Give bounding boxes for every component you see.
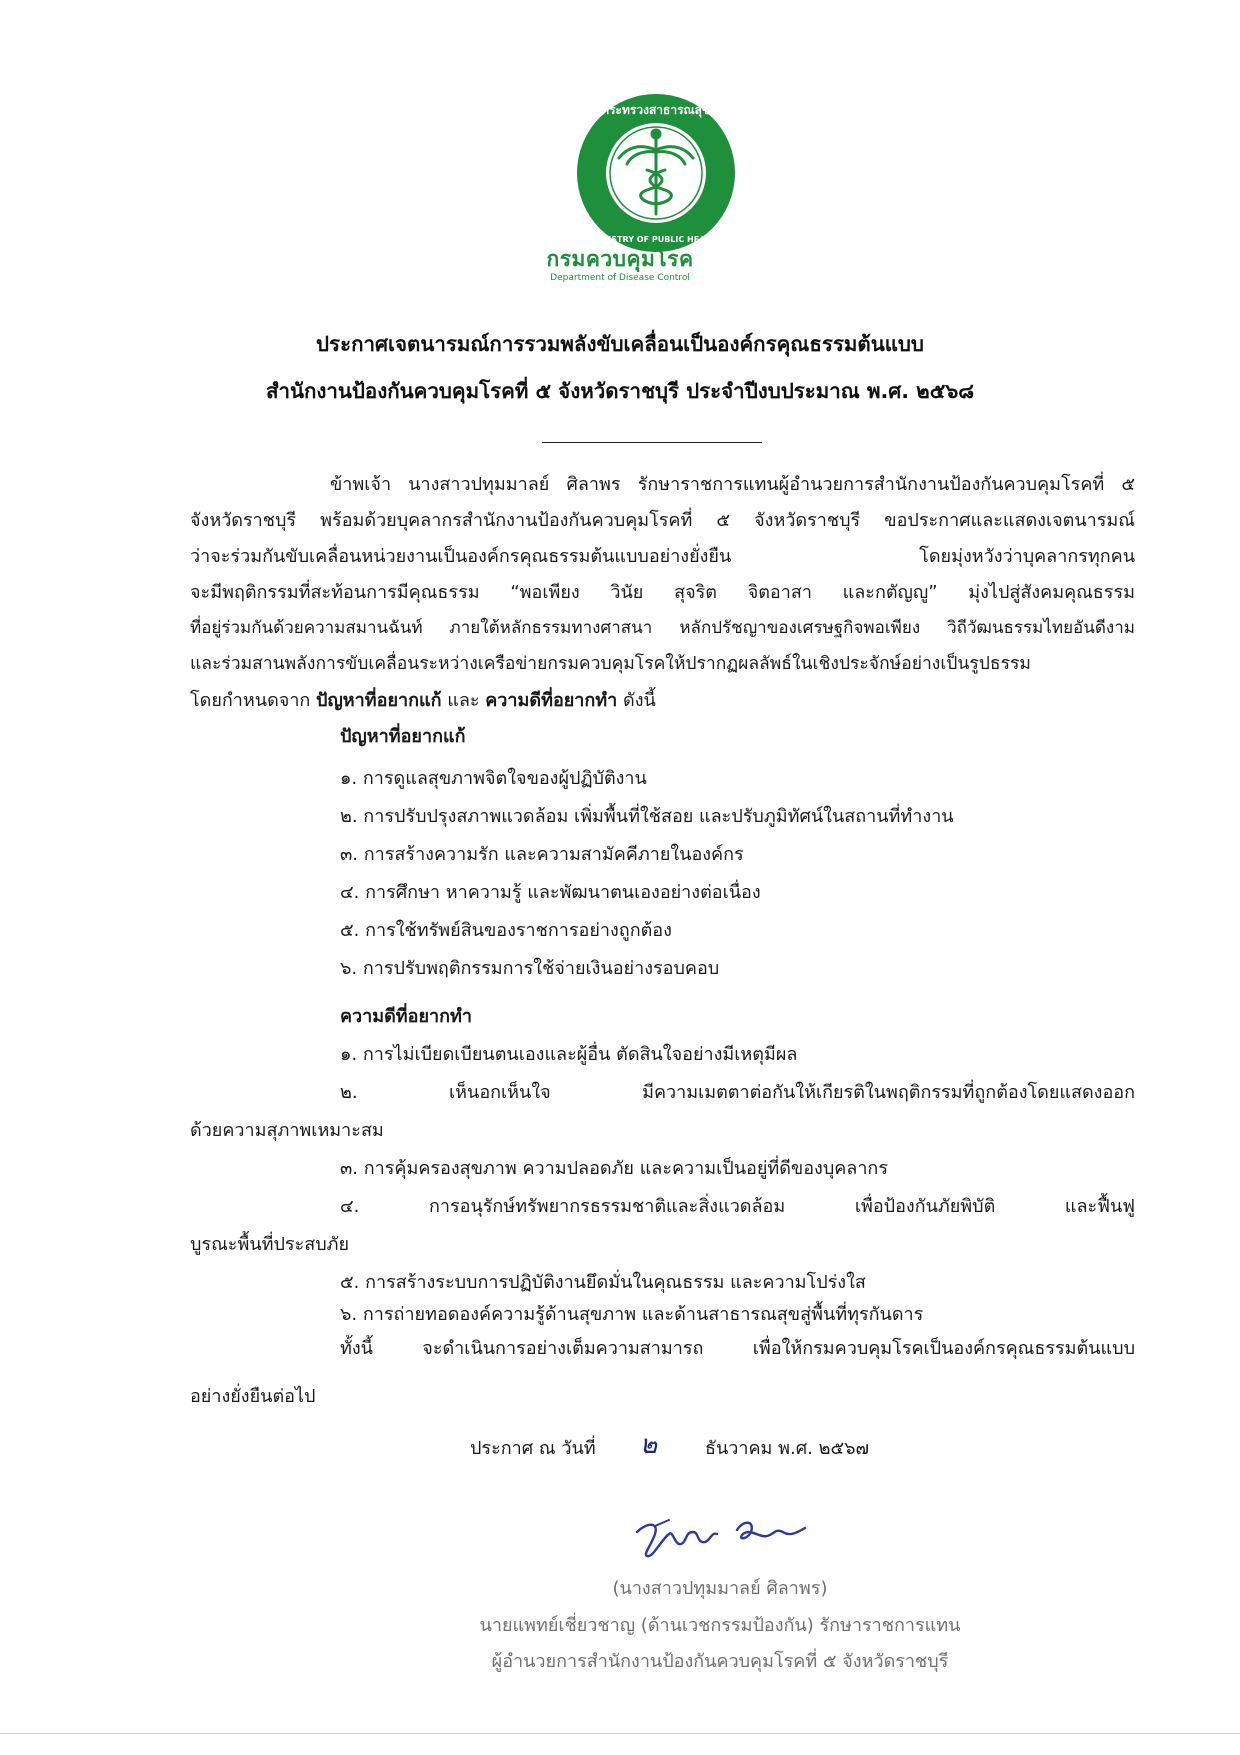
date-month-year: ธันวาคม พ.ศ. ๒๕๖๗ [705,1438,870,1459]
good-item-2: ๒. เห็นอกเห็นใจ มีความเมตตาต่อกันให้เกียรติในพฤติกรรมที่ถูกต้องโดยแสดงออก [340,1082,1135,1103]
goods-heading: ความดีที่อยากทำ [340,1006,473,1027]
intro-line-1: ข้าพเจ้า นางสาวปทุมมาลย์ ศิลาพร รักษาราชการแทนผู้อำนวยการสำนักงานป้องกันควบคุมโรคที่ ๕ [330,474,1135,495]
document-title-line2: สำนักงานป้องกันควบคุมโรคที่ ๕ จังหวัดราชบุรี ประจำปีงบประมาณ พ.ศ. ๒๕๖๘ [265,379,975,403]
page-bottom-edge [0,1733,1240,1734]
signer-name: (นางสาวปทุมมาลย์ ศิลาพร) [612,1578,828,1599]
good-item-1: ๑. การไม่เบียดเบียนตนเองและผู้อื่น ตัดสินใจอย่างมีเหตุมีผล [340,1044,798,1065]
intro-line-4: จะมีพฤติกรรมที่สะท้อนการมีคุณธรรม “พอเพียง วินัย สุจริต จิตอาสา และกตัญญู” มุ่งไปสู่สังคมคุณธรรม [190,582,1135,603]
good-item-6: ๖. การถ่ายทอดองค์ความรู้ด้านสุขภาพ และด้านสาธารณสุขสู่พื้นที่ทุรกันดาร [340,1304,924,1325]
signer-role-2: ผู้อำนวยการสำนักงานป้องกันควบคุมโรคที่ ๕ จังหวัดราชบุรี [491,1651,949,1672]
title-divider [542,442,762,443]
intro-problems-ref: ปัญหาที่อยากแก้ [316,690,442,711]
logo-ring-text-en: MINISTRY OF PUBLIC HEALTH [590,235,722,244]
logo-name-th: กรมควบคุมโรค [546,247,694,271]
closing-line-2: อย่างยั่งยืนต่อไป [190,1386,316,1407]
logo-ring-text-th: กระทรวงสาธารณสุข [601,103,711,117]
ministry-logo-emblem [575,92,737,254]
intro-line-7-conj: และ [441,690,486,711]
intro-line-3: ว่าจะร่วมกันขับเคลื่อนหน่วยงานเป็นองค์กรคุณธรรมต้นแบบอย่างยั่งยืน โดยมุ่งหวังว่าบุคลากรทุกคน [190,546,1135,567]
good-item-3: ๓. การคุ้มครองสุขภาพ ความปลอดภัย และความเป็นอยู่ที่ดีของบุคลากร [340,1158,888,1179]
intro-line-2: จังหวัดราชบุรี พร้อมด้วยบุคลากรสำนักงานป้องกันควบคุมโรคที่ ๕ จังหวัดราชบุรี ขอประกาศและแสดงเจตนารมณ์ [190,510,1135,531]
intro-line-7-text: โดยกำหนดจาก [190,690,317,711]
logo-name-en: Department of Disease Control [550,273,690,283]
problem-item: ๓. การสร้างความรัก และความสามัคคีภายในองค์กร [340,844,744,865]
document-title-line1: ประกาศเจตนารมณ์การรวมพลังขับเคลื่อนเป็นองค์กรคุณธรรมต้นแบบ [316,332,924,356]
intro-line-7 [190,692,656,710]
closing-line-1: ทั้งนี้ จะดำเนินการอย่างเต็มความสามารถ เพื่อให้กรมควบคุมโรคเป็นองค์กรคุณธรรมต้นแบบ [340,1338,1135,1359]
intro-line-7-end: ดังนี้ [617,690,656,711]
good-item-2-cont: ด้วยความสุภาพเหมาะสม [190,1120,384,1141]
good-item-4-cont: บูรณะพื้นที่ประสบภัย [190,1234,350,1255]
signer-role-1: นายแพทย์เชี่ยวชาญ (ด้านเวชกรรมป้องกัน) รักษาราชการแทน [479,1615,961,1636]
problems-heading: ปัญหาที่อยากแก้ [340,726,466,747]
problem-item: ๒. การปรับปรุงสภาพแวดล้อม เพิ่มพื้นที่ใช้สอย และปรับภูมิทัศน์ในสถานที่ทำงาน [340,806,954,827]
problem-item: ๖. การปรับพฤติกรรมการใช้จ่ายเงินอย่างรอบคอบ [340,958,720,979]
handwritten-signature [625,1510,825,1570]
intro-line-5: ที่อยู่ร่วมกันด้วยความสมานฉันท์ ภายใต้หลักธรรมทางศาสนา หลักปรัชญาของเศรษฐกิจพอเพียง วิถีวัฒนธรรมไทยอันดีงาม [190,618,1135,638]
intro-line-6: และร่วมสานพลังการขับเคลื่อนระหว่างเครือข่ายกรมควบคุมโรคให้ปรากฏผลลัพธ์ในเชิงประจักษ์อย่างเป็นรูปธรรม [190,654,1031,674]
problem-item: ๑. การดูแลสุขภาพจิตใจของผู้ปฏิบัติงาน [340,768,647,789]
problem-item: ๔. การศึกษา หาความรู้ และพัฒนาตนเองอย่างต่อเนื่อง [340,882,761,903]
date-prefix: ประกาศ ณ วันที่ [470,1438,596,1459]
problem-item: ๕. การใช้ทรัพย์สินของราชการอย่างถูกต้อง [340,920,672,941]
good-item-4: ๔. การอนุรักษ์ทรัพยากรธรรมชาติและสิ่งแวดล้อม เพื่อป้องกันภัยพิบัติ และฟื้นฟู [340,1196,1135,1217]
date-day-handwritten: ๒ [640,1430,658,1460]
good-item-5: ๕. การสร้างระบบการปฏิบัติงานยึดมั่นในคุณธรรม และความโปร่งใส [340,1272,866,1293]
intro-goods-ref: ความดีที่อยากทำ [485,690,618,711]
